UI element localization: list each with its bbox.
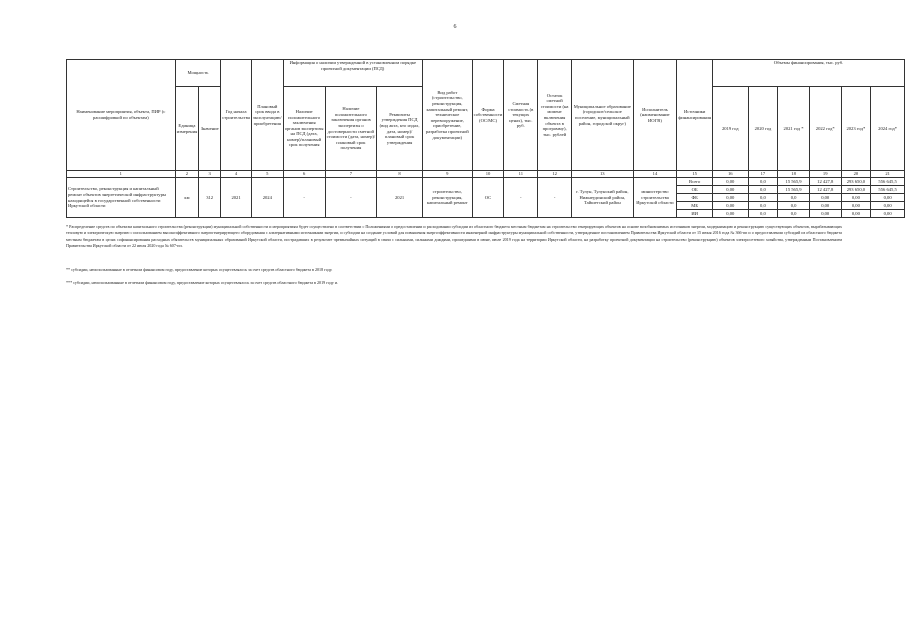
column-number: 10: [472, 171, 504, 178]
row-psd-requisites: 2021: [377, 178, 423, 218]
funding-value: 0,00: [713, 202, 749, 210]
funding-value: 0,0: [748, 194, 778, 202]
row-name: Строительство, реконструкция и капитальный ремонт объектов энергетической инфраструктуры находящейся в государственной собственности Иркутской области: [67, 178, 176, 218]
funding-source: ФБ: [677, 194, 713, 202]
funding-value: 15 565,9: [778, 186, 810, 194]
footnote-double-asterisk: ** субсидии, неиспользованные в отчетном финансовом году, предоставление которых осуществлялось за счет средств областного бюджета в 2018 году.: [66, 267, 333, 272]
column-number: 7: [325, 171, 377, 178]
funding-value: 556 645,5: [871, 178, 905, 186]
funding-value: 0,00: [841, 194, 871, 202]
header-psd-requisites: Реквизиты утверждения ПСД (вид акта, кто издал, дата, номер)/плановый срок утверждения: [377, 87, 423, 171]
row-psd-positive: -: [283, 178, 325, 218]
header-year: 2023 год*: [841, 87, 871, 171]
column-number: 16: [713, 171, 749, 178]
funding-value: 556 645,5: [871, 186, 905, 194]
funding-value: 0,00: [713, 210, 749, 218]
column-number: 13: [572, 171, 634, 178]
funding-source: МБ: [677, 202, 713, 210]
row-estimate-cost: -: [504, 178, 538, 218]
column-number-row: [67, 171, 905, 178]
header-start-year: Год начала строительства: [221, 60, 252, 171]
column-number: 17: [748, 171, 778, 178]
funding-value: 15 565,9: [778, 178, 810, 186]
row-ownership: ОС: [472, 178, 504, 218]
funding-value: 0,00: [841, 202, 871, 210]
header-year: 2021 год *: [778, 87, 810, 171]
row-planned-term: 2024: [251, 178, 283, 218]
row-work-type: строительство, реконструкция, капитальный ремонт: [422, 178, 472, 218]
funding-source: Всего: [677, 178, 713, 186]
funding-value: 0,00: [809, 194, 841, 202]
funding-value: 0,00: [871, 202, 905, 210]
column-number: 21: [871, 171, 905, 178]
footnote-triple-asterisk: *** субсидии, неиспользованные в отчетном финансовом году, предоставление которых осуществлялось за счет средств областного бюджета в 2019 году и.: [66, 280, 339, 285]
header-unit: Единица измерения: [175, 87, 199, 171]
header-year: 2019 год: [713, 87, 749, 171]
header-value: Значение: [199, 87, 221, 171]
column-number: 3: [199, 171, 221, 178]
row-value: 312: [199, 178, 221, 218]
column-number: 5: [251, 171, 283, 178]
column-number: 9: [422, 171, 472, 178]
row-psd-estimate: -: [325, 178, 377, 218]
row-remaining-cost: -: [538, 178, 572, 218]
funding-value: 12 427,8: [809, 178, 841, 186]
page-number: 6: [453, 24, 457, 30]
table-row: [67, 178, 905, 186]
program-table: [66, 59, 905, 218]
funding-value: 0,00: [871, 194, 905, 202]
column-number: 18: [778, 171, 810, 178]
header-remaining-cost: Остаток сметной стоимости (на момент включения объекта в программу), тыс. рублей: [538, 60, 572, 171]
header-work-type: Вид работ (строительство, реконструкция, капитальный ремонт, техническое перевооружение, приобретение, разработка проектной документации): [422, 60, 472, 171]
funding-value: 0,00: [871, 210, 905, 218]
funding-value: 0,0: [748, 178, 778, 186]
column-number: 20: [841, 171, 871, 178]
funding-value: 0,00: [713, 194, 749, 202]
column-number: 1: [67, 171, 176, 178]
funding-value: 0,0: [748, 186, 778, 194]
header-year: 2022 год*: [809, 87, 841, 171]
funding-value: 293 650,0: [841, 186, 871, 194]
column-number: 15: [677, 171, 713, 178]
row-unit: км: [175, 178, 199, 218]
funding-value: 12 427,8: [809, 186, 841, 194]
footnote-single-asterisk: * Распределение средств по объектам капитального строительства (реконструкции) муниципальной собственности и мероприятиям будет осуществлено в соответствии с Положениями о предоставлении и расходовании субсидии из областного бюджета местным бюджетам на строительство генерирующих объектов на основе возобновляемых источников энергии, модернизацию и реконструкцию существующих объектов, вырабатывающих тепловую и электрическую энергию с использованием высокоэффективного энергогенерирующего оборудования с альтернативными источниками энергии, и субсидии на создание условий для повышения энергоэффективности инженерной инфраструктуры муниципальной собственности, утвержденное постановлением Правительства Иркутской области от 15 июня 2016 года № 366-пп и о предоставлении субсидий из областного бюджета местным бюджетам в целях софинансирования расходных обязательств муниципальных образований Иркутской области, пострадавших в результате чрезвычайных ситуаций в связи с сильными, сильными дождями, прошедшими в июне, июле 2019 года на территории Иркутской области, на разработку проектной документации на строительство (реконструкцию) объектов электросетевого хозяйства, утвержденным Постановлением Правительства Иркутской области от 22 июля 2020 года № 607-пп.: [66, 224, 842, 248]
column-number: 12: [538, 171, 572, 178]
header-psd-info: Информация о наличии утвержденной в установленном порядке проектной документации (ПСД): [283, 60, 422, 87]
funding-value: 0,00: [809, 202, 841, 210]
funding-source: ИИ: [677, 210, 713, 218]
funding-value: 0,0: [778, 194, 810, 202]
funding-source: ОБ: [677, 186, 713, 194]
column-number: 8: [377, 171, 423, 178]
funding-value: 0,0: [748, 210, 778, 218]
header-psd-positive: Наличие положительного заключения органов экспертизы на ПСД (дата, номер)/плановый срок получения: [283, 87, 325, 171]
header-year: 2024 год*: [871, 87, 905, 171]
funding-value: 293 650,0: [841, 178, 871, 186]
header-name: Наименование мероприятия, объекта, ПИР (с расшифровкой по объектам): [67, 60, 176, 171]
row-executor: министерство строительства Иркутской области: [633, 178, 677, 218]
column-number: 19: [809, 171, 841, 178]
header-sources: Источники финансирования: [677, 60, 713, 171]
row-municipality: г. Тулун, Тулунский район, Нижнеудинский район, Тайшетский район: [572, 178, 634, 218]
funding-value: 0,0: [748, 202, 778, 210]
header-ownership: Форма собственности (ОС/МС): [472, 60, 504, 171]
header-psd-estimate: Наличие положительного заключения органов экспертизы о достоверности сметной стоимости (дата, номер)/плановый срок получения: [325, 87, 377, 171]
column-number: 6: [283, 171, 325, 178]
header-funding: Объемы финансирования, тыс. руб.: [713, 60, 905, 87]
column-number: 14: [633, 171, 677, 178]
header-municipality: Муниципальное образование (городское/сельское поселение, муниципальный район, городской округ): [572, 60, 634, 171]
funding-value: 0,00: [809, 210, 841, 218]
header-capacity: Мощность: [175, 60, 220, 87]
funding-value: 0,0: [778, 210, 810, 218]
column-number: 2: [175, 171, 199, 178]
column-number: 4: [221, 171, 252, 178]
funding-value: 0,00: [713, 178, 749, 186]
row-start-year: 2021: [221, 178, 252, 218]
column-number: 11: [504, 171, 538, 178]
funding-value: 0,00: [713, 186, 749, 194]
header-planned-term: Плановый срок ввода в эксплуатацию/приобретения: [251, 60, 283, 171]
funding-value: 0,00: [841, 210, 871, 218]
funding-value: 0,0: [778, 202, 810, 210]
header-executor: Исполнитель (наименование ИОГВ): [633, 60, 677, 171]
header-year: 2020 год: [748, 87, 778, 171]
header-estimate-cost: Сметная стоимость (в текущих ценах), тыс. руб.: [504, 60, 538, 171]
